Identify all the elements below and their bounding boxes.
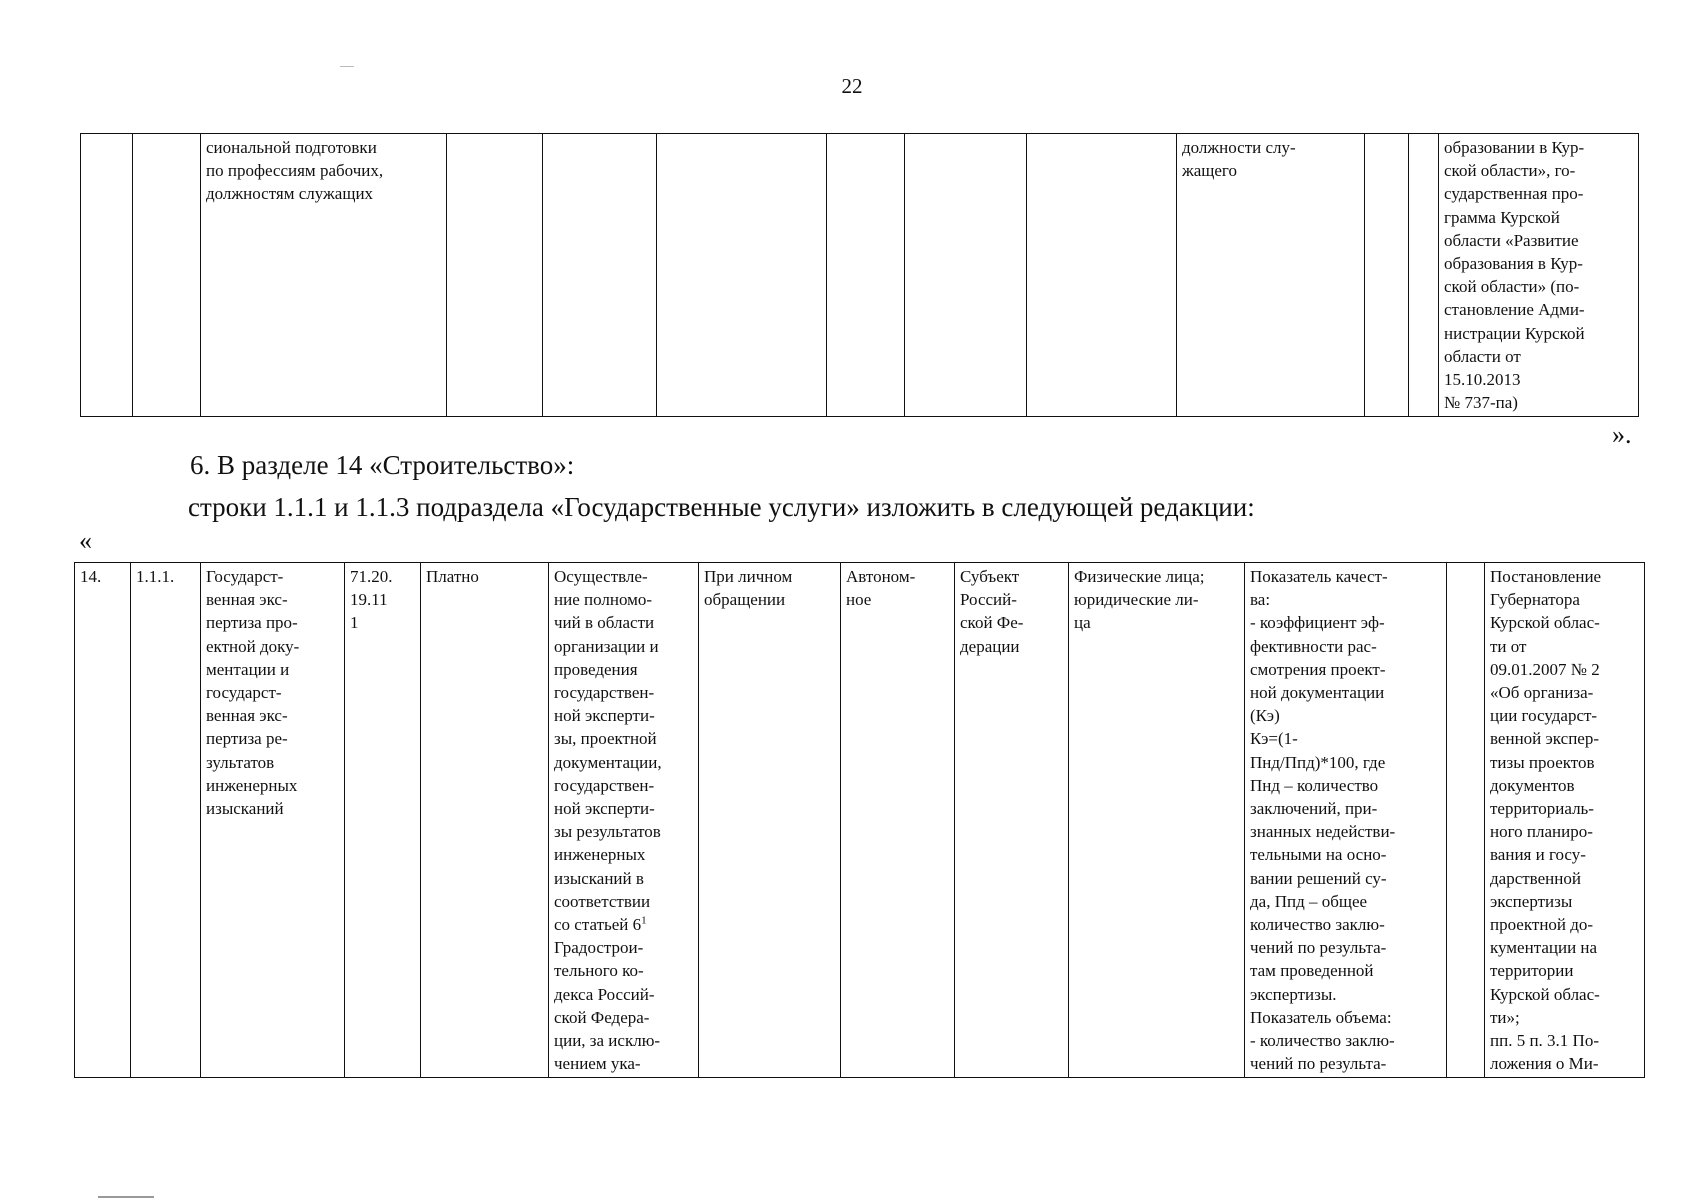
row-code: 1.1.1. [131,563,201,1078]
service-content [549,563,699,1078]
table-cell [905,134,1027,417]
table-row [81,134,1639,417]
page-number: 22 [841,74,863,98]
section-instruction: строки 1.1.1 и 1.1.3 подраздела «Государственные услуги» изложить в следующей редакции: [188,492,1255,522]
authority-level: Субъект Россий- ской Фе- дерации [955,563,1069,1078]
table-cell [1447,563,1485,1078]
institution-type: Автоном- ное [841,563,955,1078]
legal-basis: Постановление Губернатора Курской облас- ти от 09.01.2007 № 2 «Об организа- ции государст- венной экспер- тизы проектов документов территориаль- ного планиро- вания и госу- дарственной экспертизы проектной до- кументации на территории Курской облас- ти»; пп. 5 п. 3.1 По- ложения о Ми- [1485,563,1645,1078]
continued-table [80,133,1639,417]
table-cell: сиональной подготовки по профессиям рабочих, должностям служащих [201,134,447,417]
service-content-text: Осуществле- ние полномо- чий в области организации и проведения государствен- ной эксперти- зы, проектной документации, государствен- ной эксперти- зы результатов инженерных изысканий в соответствии со статьей 6 [554,567,662,935]
table-cell [447,134,543,417]
service-name: Государст- венная экс- пертиза про- ектной доку- ментации и государст- венная экс- пертиза ре- зультатов инженерных изысканий [201,563,345,1078]
closing-quote: ». [1612,420,1632,449]
payment-type: Платно [421,563,549,1078]
table-cell [1409,134,1439,417]
table-cell [81,134,133,417]
table-cell: образовании в Кур- ской области», го- сударственная про- грамма Курской области «Развитие образования в Кур- ской области» (по- становление Адми- нистрации Курской области от 15.10.2013 № 737-па) [1439,134,1639,417]
table-row [75,563,1645,1078]
amended-table [74,562,1645,1078]
indicators: Показатель качест- ва: - коэффициент эф- фективности рас- смотрения проект- ной документации (Кэ) Кэ=(1- Пнд/Ппд)*100, где Пнд – количество заключений, при- знанных недействи- тельными на осно- вании решений су- да, Ппд – общее количество заклю- чений по результа- там проведенной экспертизы. Показатель объема: - количество заклю- чений по результа- [1245,563,1447,1078]
service-content-text-cont: Градострои- тельного ко- декса Россий- ской Федера- ции, за исклю- чением ука- [554,938,661,1074]
table-cell [657,134,827,417]
table-cell [543,134,657,417]
provision-form: При личном обращении [699,563,841,1078]
scan-mark [98,1196,154,1198]
table-cell: должности слу- жащего [1177,134,1365,417]
table-cell [133,134,201,417]
okved-code: 71.20. 19.11 1 [345,563,421,1078]
table-cell [1027,134,1177,417]
opening-quote: « [79,526,92,555]
consumers: Физические лица; юридические ли- ца [1069,563,1245,1078]
table-cell [827,134,905,417]
section-heading: 6. В разделе 14 «Строительство»: [190,450,575,480]
scan-smudge [340,66,354,67]
article-superscript: 1 [641,914,647,927]
row-number: 14. [75,563,131,1078]
table-cell [1365,134,1409,417]
